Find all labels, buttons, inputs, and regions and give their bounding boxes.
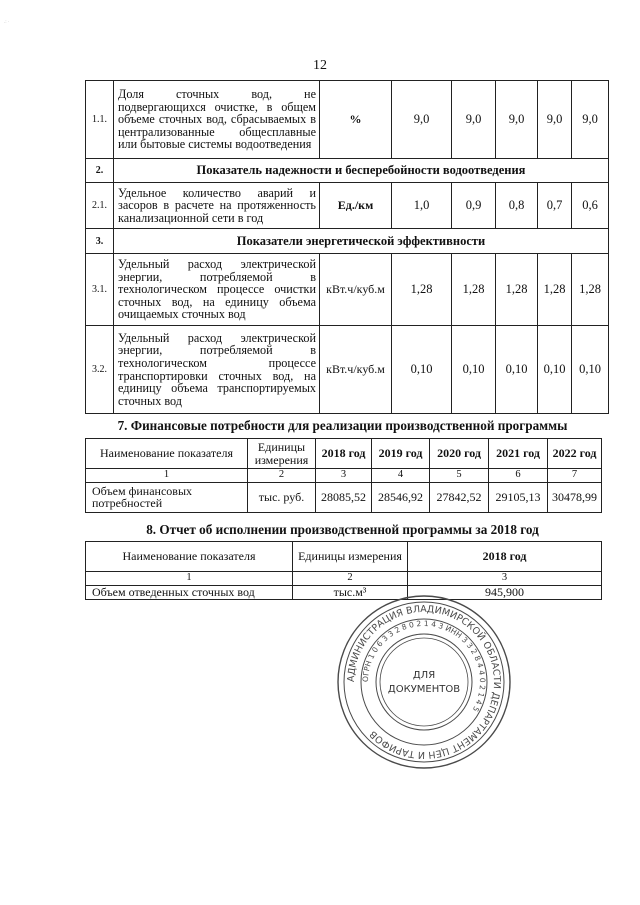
indicator-description: Удельный расход электрической энергии, потребляемой в технологическом процессе очистки сточных вод, на единицу объема очищаемых сточных вод	[114, 254, 320, 326]
column-header: Единицы измерения	[293, 542, 408, 572]
column-number: 7	[548, 469, 602, 483]
column-number: 2	[248, 469, 316, 483]
indicator-unit: кВт.ч/куб.м	[320, 254, 392, 326]
column-number: 1	[86, 572, 293, 586]
column-header: 2019 год	[372, 439, 430, 469]
indicator-unit: кВт.ч/куб.м	[320, 326, 392, 414]
value-cell: 0,6	[572, 183, 609, 229]
column-number: 4	[372, 469, 430, 483]
section-title: Показатель надежности и бесперебойности водоотведения	[114, 159, 609, 183]
page-number: 12	[313, 58, 327, 73]
indicator-description: Удельный расход электрической энергии, потребляемой в технологическом процессе транспортировки сточных вод, на единицу объема транспортируемых сточных вод	[114, 326, 320, 414]
value-cell: 28546,92	[372, 482, 430, 512]
value-cell: 0,10	[496, 326, 538, 414]
value-cell: 0,10	[392, 326, 452, 414]
value-cell: 0,10	[452, 326, 496, 414]
column-header: Наименование показателя	[86, 542, 293, 572]
value-cell: 0,7	[538, 183, 572, 229]
indicator-unit: тыс.м³	[293, 585, 408, 599]
stamp-center-line2: ДОКУМЕНТОВ	[387, 684, 461, 695]
table-header-row	[86, 439, 602, 469]
section-8-title: 8. Отчет об исполнении производственной программы за 2018 год	[146, 522, 539, 537]
value-cell: 28085,52	[316, 482, 372, 512]
value-cell: 0,9	[452, 183, 496, 229]
column-number: 3	[316, 469, 372, 483]
table-row	[86, 482, 602, 512]
stamp-inner-text: ОГРН 1 0 6 3 3 2 8 0 2 1 4 3 ИНН 3 3 2 8 4 4 0 2 1 4 5	[360, 618, 488, 714]
indicators-table	[85, 80, 609, 414]
section-row	[86, 159, 609, 183]
section-number: 2.	[86, 159, 114, 183]
section-number: 3.	[86, 229, 114, 254]
column-number: 3	[408, 572, 602, 586]
column-header: 2020 год	[430, 439, 489, 469]
value-cell: 1,28	[496, 254, 538, 326]
column-header: 2022 год	[548, 439, 602, 469]
indicator-unit: %	[320, 81, 392, 159]
stamp-center-line1: ДЛЯ	[412, 670, 436, 681]
column-number-row	[86, 469, 602, 483]
margin-marks: .: ·	[4, 20, 10, 25]
value-cell: 1,28	[538, 254, 572, 326]
value-cell: 9,0	[392, 81, 452, 159]
official-stamp	[334, 592, 514, 772]
column-number: 6	[489, 469, 548, 483]
table-row	[86, 326, 609, 414]
value-cell: 1,0	[392, 183, 452, 229]
value-cell: 9,0	[538, 81, 572, 159]
value-cell: 1,28	[392, 254, 452, 326]
section-title: Показатели энергетической эффективности	[114, 229, 609, 254]
column-number: 2	[293, 572, 408, 586]
value-cell: 9,0	[496, 81, 538, 159]
indicator-unit: Ед./км	[320, 183, 392, 229]
value-cell: 0,10	[538, 326, 572, 414]
value-cell: 1,28	[452, 254, 496, 326]
row-number: 2.1.	[86, 183, 114, 229]
stamp-ring-text: АДМИНИСТРАЦИЯ ВЛАДИМИРСКОЙ ОБЛАСТИ ДЕПАРТАМЕНТ ЦЕН И ТАРИФОВ	[345, 603, 503, 761]
column-number: 1	[86, 469, 248, 483]
column-header: Наименование показателя	[86, 439, 248, 469]
column-header: 2018 год	[316, 439, 372, 469]
row-number: 1.1.	[86, 81, 114, 159]
column-header: Единицы измерения	[248, 439, 316, 469]
value-cell: 945,900	[408, 585, 602, 599]
indicator-description: Удельное количество аварий и засоров в расчете на протяженность канализационной сети в год	[114, 183, 320, 229]
table-row	[86, 81, 609, 159]
value-cell: 30478,99	[548, 482, 602, 512]
table-row	[86, 183, 609, 229]
indicator-description: Доля сточных вод, не подвергающихся очистке, в общем объеме сточных вод, сбрасываемых в централизованные общесплавные или бытовые системы водоотведения	[114, 81, 320, 159]
value-cell: 0,8	[496, 183, 538, 229]
value-cell: 0,10	[572, 326, 609, 414]
value-cell: 29105,13	[489, 482, 548, 512]
column-header: 2021 год	[489, 439, 548, 469]
column-number-row	[86, 572, 602, 586]
section-7-title: 7. Финансовые потребности для реализации производственной программы	[117, 418, 568, 433]
indicator-unit: тыс. руб.	[248, 482, 316, 512]
column-number: 5	[430, 469, 489, 483]
table-row	[86, 254, 609, 326]
value-cell: 9,0	[572, 81, 609, 159]
table-header-row	[86, 542, 602, 572]
indicator-name: Объем отведенных сточных вод	[86, 585, 293, 599]
column-header: 2018 год	[408, 542, 602, 572]
section-row	[86, 229, 609, 254]
row-number: 3.1.	[86, 254, 114, 326]
value-cell: 9,0	[452, 81, 496, 159]
financial-needs-table	[85, 438, 602, 513]
report-table	[85, 541, 602, 600]
value-cell: 1,28	[572, 254, 609, 326]
indicator-name: Объем финансовых потребностей	[86, 482, 248, 512]
row-number: 3.2.	[86, 326, 114, 414]
value-cell: 27842,52	[430, 482, 489, 512]
